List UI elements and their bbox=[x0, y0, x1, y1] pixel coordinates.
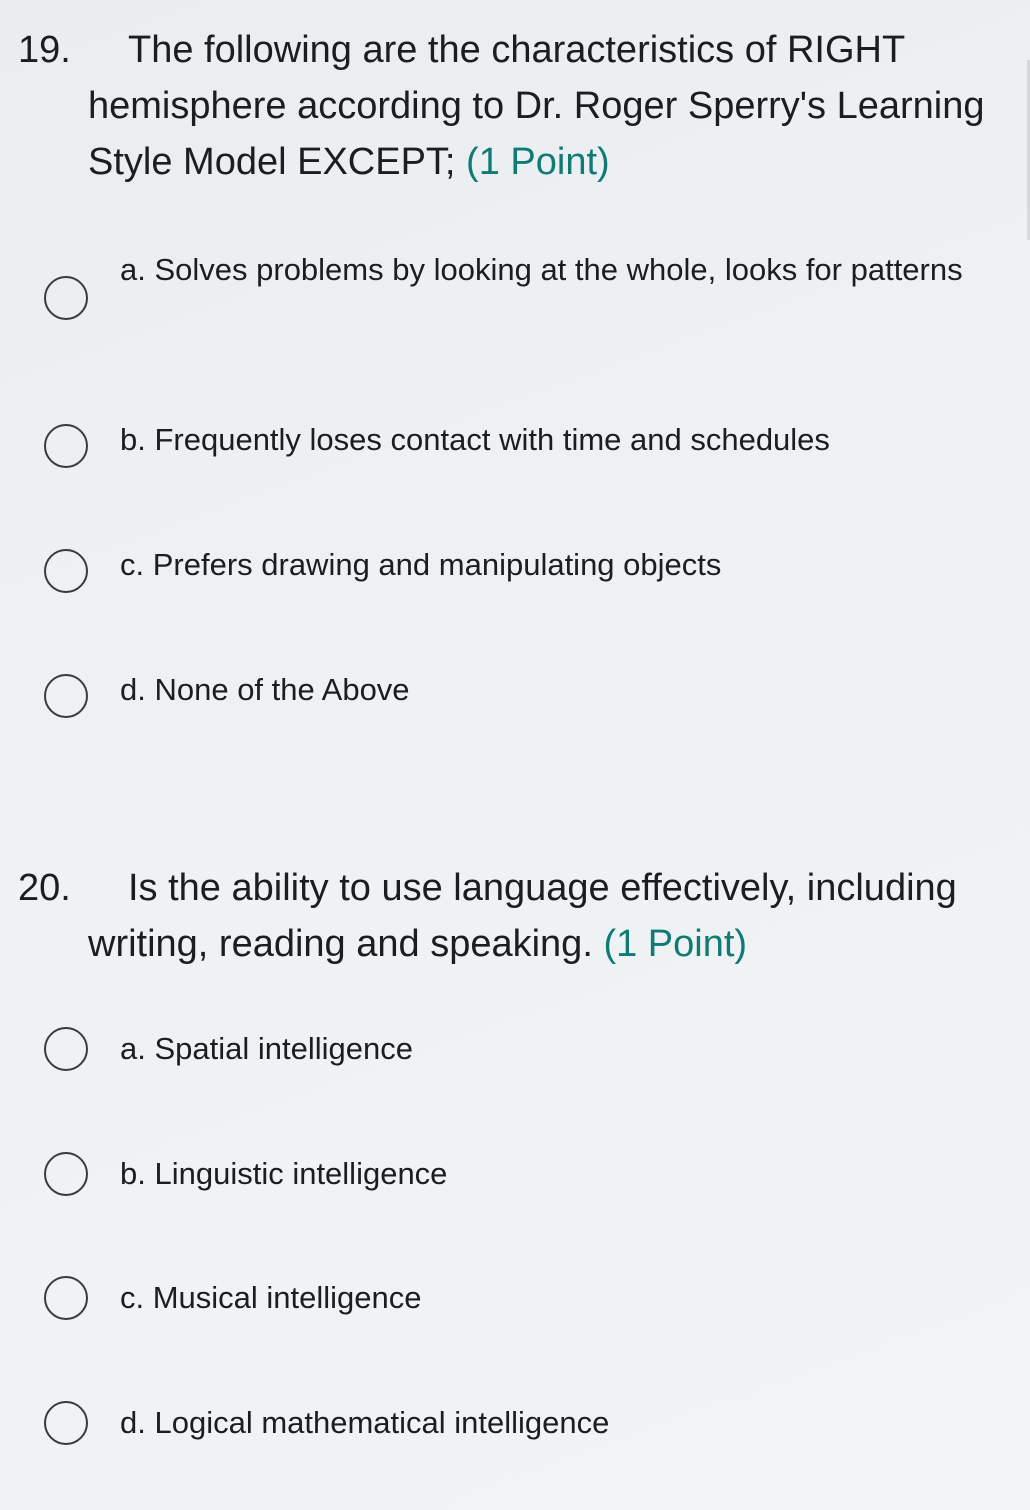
radio-button[interactable] bbox=[44, 424, 88, 468]
question-points: (1 Point) bbox=[466, 141, 610, 183]
question-number: 19. bbox=[18, 29, 71, 71]
question-prompt: Is the ability to use language effectively, including writing, reading and speaking. bbox=[88, 867, 957, 965]
option-label: c. Prefers drawing and manipulating objects bbox=[120, 547, 722, 582]
question-text bbox=[88, 860, 1028, 972]
option-19-d[interactable] bbox=[0, 660, 1000, 720]
option-label: a. Solves problems by looking at the whole, looks for patterns bbox=[120, 252, 963, 287]
question-prompt: The following are the characteristics of RIGHT hemisphere according to Dr. Roger Sperry's Learning Style Model EXCEPT; bbox=[88, 29, 985, 183]
option-label: d. Logical mathematical intelligence bbox=[120, 1405, 610, 1440]
question-number: 20. bbox=[18, 867, 71, 909]
option-19-a[interactable] bbox=[0, 236, 1000, 360]
option-20-d[interactable] bbox=[0, 1393, 1000, 1453]
radio-button[interactable] bbox=[44, 276, 88, 320]
radio-button[interactable] bbox=[44, 1276, 88, 1320]
radio-button[interactable] bbox=[44, 674, 88, 718]
radio-button[interactable] bbox=[44, 1152, 88, 1196]
radio-button[interactable] bbox=[44, 1401, 88, 1445]
option-label: d. None of the Above bbox=[120, 672, 410, 707]
option-label: c. Musical intelligence bbox=[120, 1280, 422, 1315]
option-19-b[interactable] bbox=[0, 410, 1000, 470]
option-20-c[interactable] bbox=[0, 1268, 1000, 1328]
option-19-c[interactable] bbox=[0, 535, 1000, 595]
option-20-b[interactable] bbox=[0, 1144, 1000, 1204]
option-20-a[interactable] bbox=[0, 1019, 1000, 1079]
radio-button[interactable] bbox=[44, 1027, 88, 1071]
question-text bbox=[88, 22, 1028, 190]
option-label: a. Spatial intelligence bbox=[120, 1031, 413, 1066]
option-label: b. Frequently loses contact with time and schedules bbox=[120, 422, 830, 457]
question-points: (1 Point) bbox=[603, 923, 748, 965]
radio-button[interactable] bbox=[44, 549, 88, 593]
option-label: b. Linguistic intelligence bbox=[120, 1156, 448, 1191]
